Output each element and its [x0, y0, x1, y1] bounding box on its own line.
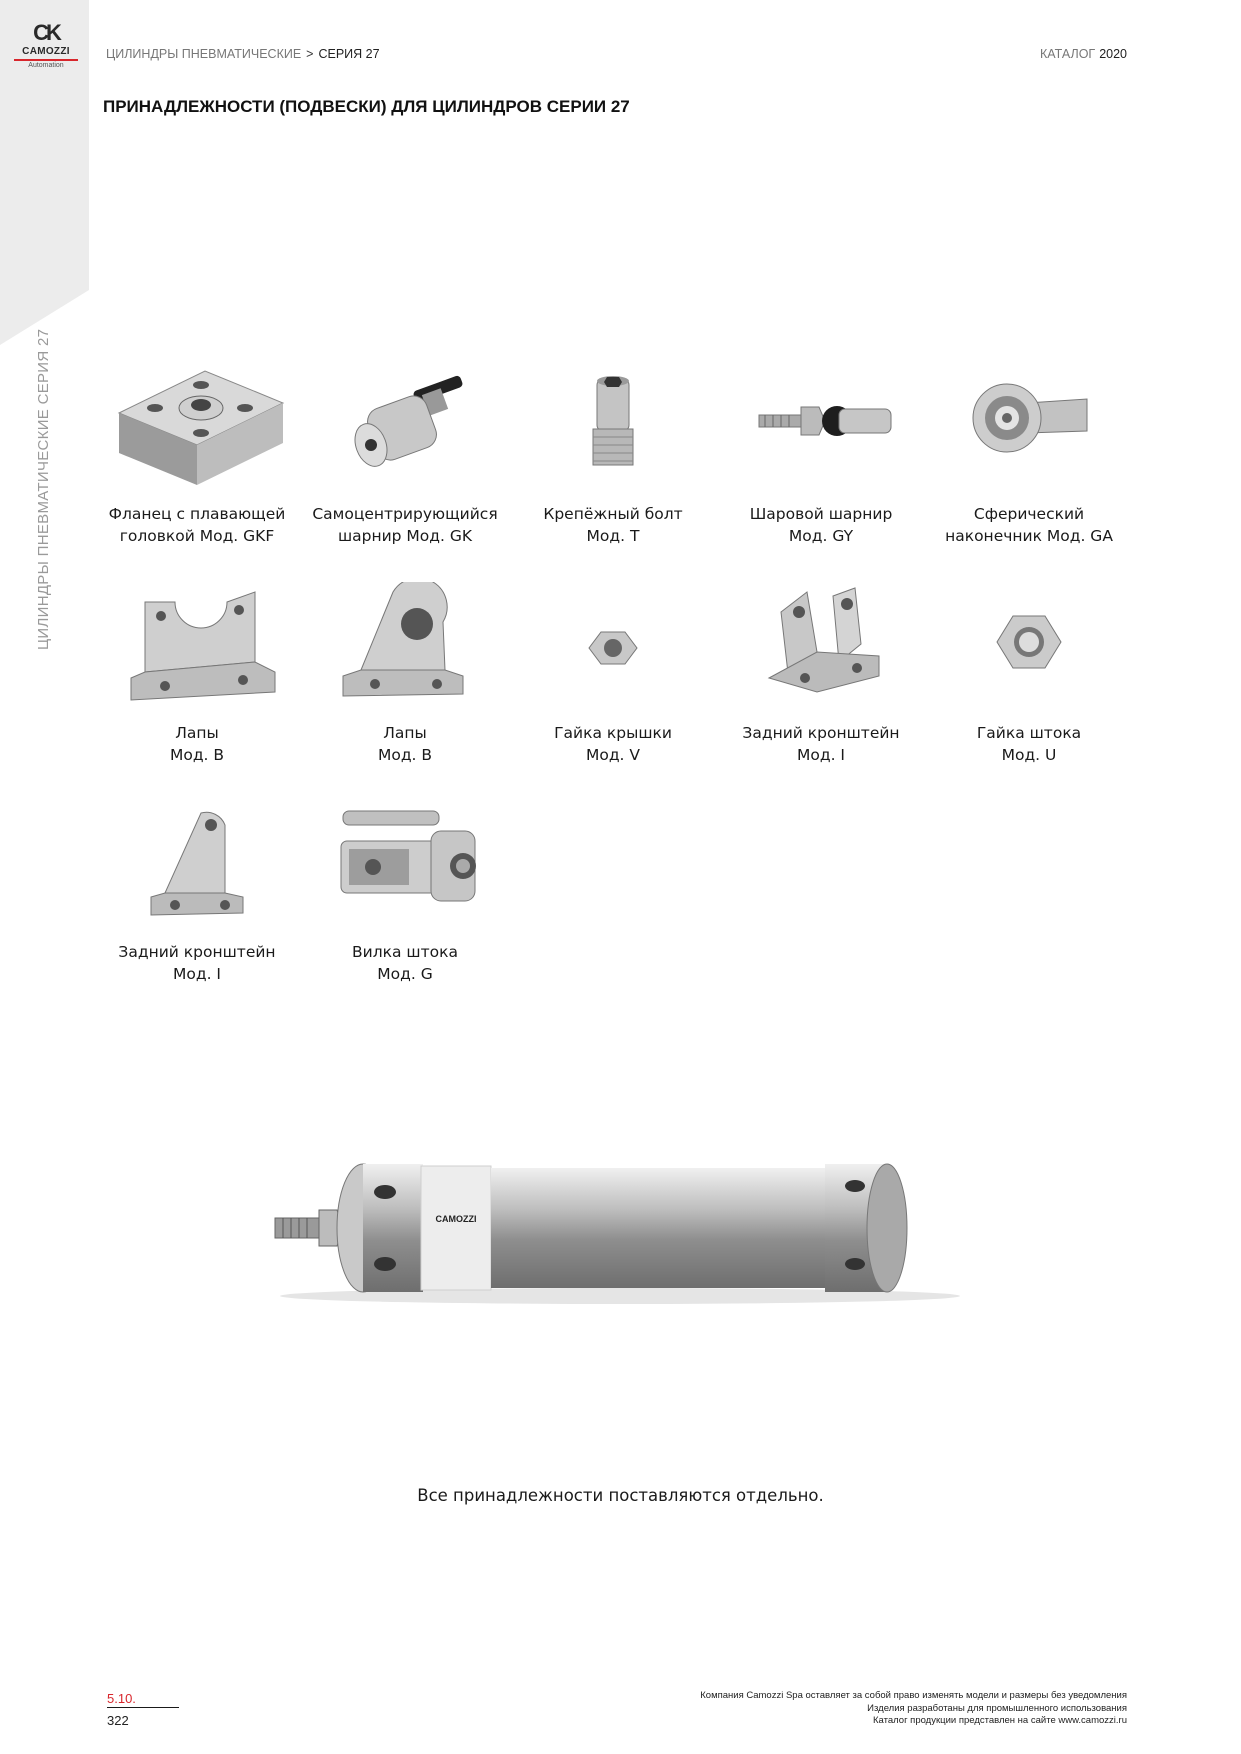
item-model: Мод. V [585, 746, 641, 764]
logo-mark: CK [33, 20, 59, 45]
rod-clevis-icon [313, 801, 497, 931]
breadcrumb-parent[interactable]: ЦИЛИНДРЫ ПНЕВМАТИЧЕСКИЕ [106, 47, 302, 61]
rear-clevis-icon [729, 582, 913, 712]
catalog-label [1040, 47, 1127, 61]
rod-eye-icon [937, 363, 1121, 493]
camozzi-logo [10, 22, 82, 69]
logo-subtitle: Automation [28, 62, 64, 69]
item-model: Мод. B [377, 746, 433, 764]
floating-flange-icon [105, 363, 289, 493]
side-section-label: ЦИЛИНДРЫ ПНЕВМАТИЧЕСКИЕ СЕРИЯ 27 [35, 328, 52, 650]
item-model: Мод. GY [788, 527, 854, 545]
item-title: Шаровой шарнир [749, 505, 893, 523]
item-model: шарнир Мод. GK [337, 527, 473, 545]
page-title: ПРИНАДЛЕЖНОСТИ (ПОДВЕСКИ) ДЛЯ ЦИЛИНДРОВ СЕРИИ 27 [103, 97, 630, 116]
item-title: Крепёжный болт [543, 505, 683, 523]
breadcrumb [106, 47, 380, 61]
catalog-year: 2020 [1099, 47, 1127, 61]
item-title: Вилка штока [352, 943, 458, 961]
item-model: Мод. B [169, 746, 225, 764]
disclaimer-line: Компания Camozzi Spa оставляет за собой право изменять модели и размеры без уведомления [700, 1690, 1127, 1701]
cylinder-image [265, 1140, 965, 1320]
item-title: Гайка крышки [554, 724, 672, 742]
cylinder-brand-label: CAMOZZI [435, 1214, 477, 1224]
logo-name: CAMOZZI [22, 46, 70, 57]
item-model: наконечник Мод. GA [945, 527, 1113, 545]
catalog-word: КАТАЛОГ [1040, 47, 1096, 61]
item-title: Лапы [175, 724, 219, 742]
item-title: Лапы [383, 724, 427, 742]
item-title: Гайка штока [976, 724, 1082, 742]
item-title: Задний кронштейн [742, 724, 900, 742]
item-title: Сферический [973, 505, 1085, 523]
logo-underline [14, 59, 78, 61]
disclaimer-line: Изделия разработаны для промышленного использования [867, 1702, 1127, 1714]
foot-eye-icon [313, 582, 497, 712]
item-model: головкой Мод. GKF [119, 527, 275, 545]
fixing-bolt-icon [521, 363, 705, 493]
ball-joint-icon [729, 363, 913, 493]
section-number: 5.10. [107, 1691, 179, 1708]
note-text: Все принадлежности поставляются отдельно. [417, 1486, 824, 1505]
item-model: Мод. U [1001, 746, 1057, 764]
item-model: Мод. I [173, 965, 221, 983]
item-model: Мод. T [586, 527, 640, 545]
self-aligning-joint-icon [313, 363, 497, 493]
rod-nut-icon [937, 582, 1121, 712]
disclaimer [700, 1690, 1127, 1728]
foot-bracket-icon [105, 582, 289, 712]
small-nut-icon [521, 582, 705, 712]
disclaimer-line: Каталог продукции представлен на сайте www.camozzi.ru [873, 1715, 1127, 1726]
item-title: Самоцентрирующийся [312, 505, 498, 523]
breadcrumb-current: СЕРИЯ 27 [318, 47, 380, 61]
item-title: Фланец с плавающей [108, 505, 286, 523]
item-model: Мод. I [797, 746, 845, 764]
item-model: Мод. G [377, 965, 433, 983]
page-number: 322 [107, 1713, 129, 1728]
rear-hinge-icon [105, 801, 289, 931]
breadcrumb-separator: > [306, 47, 314, 61]
item-title: Задний кронштейн [118, 943, 276, 961]
